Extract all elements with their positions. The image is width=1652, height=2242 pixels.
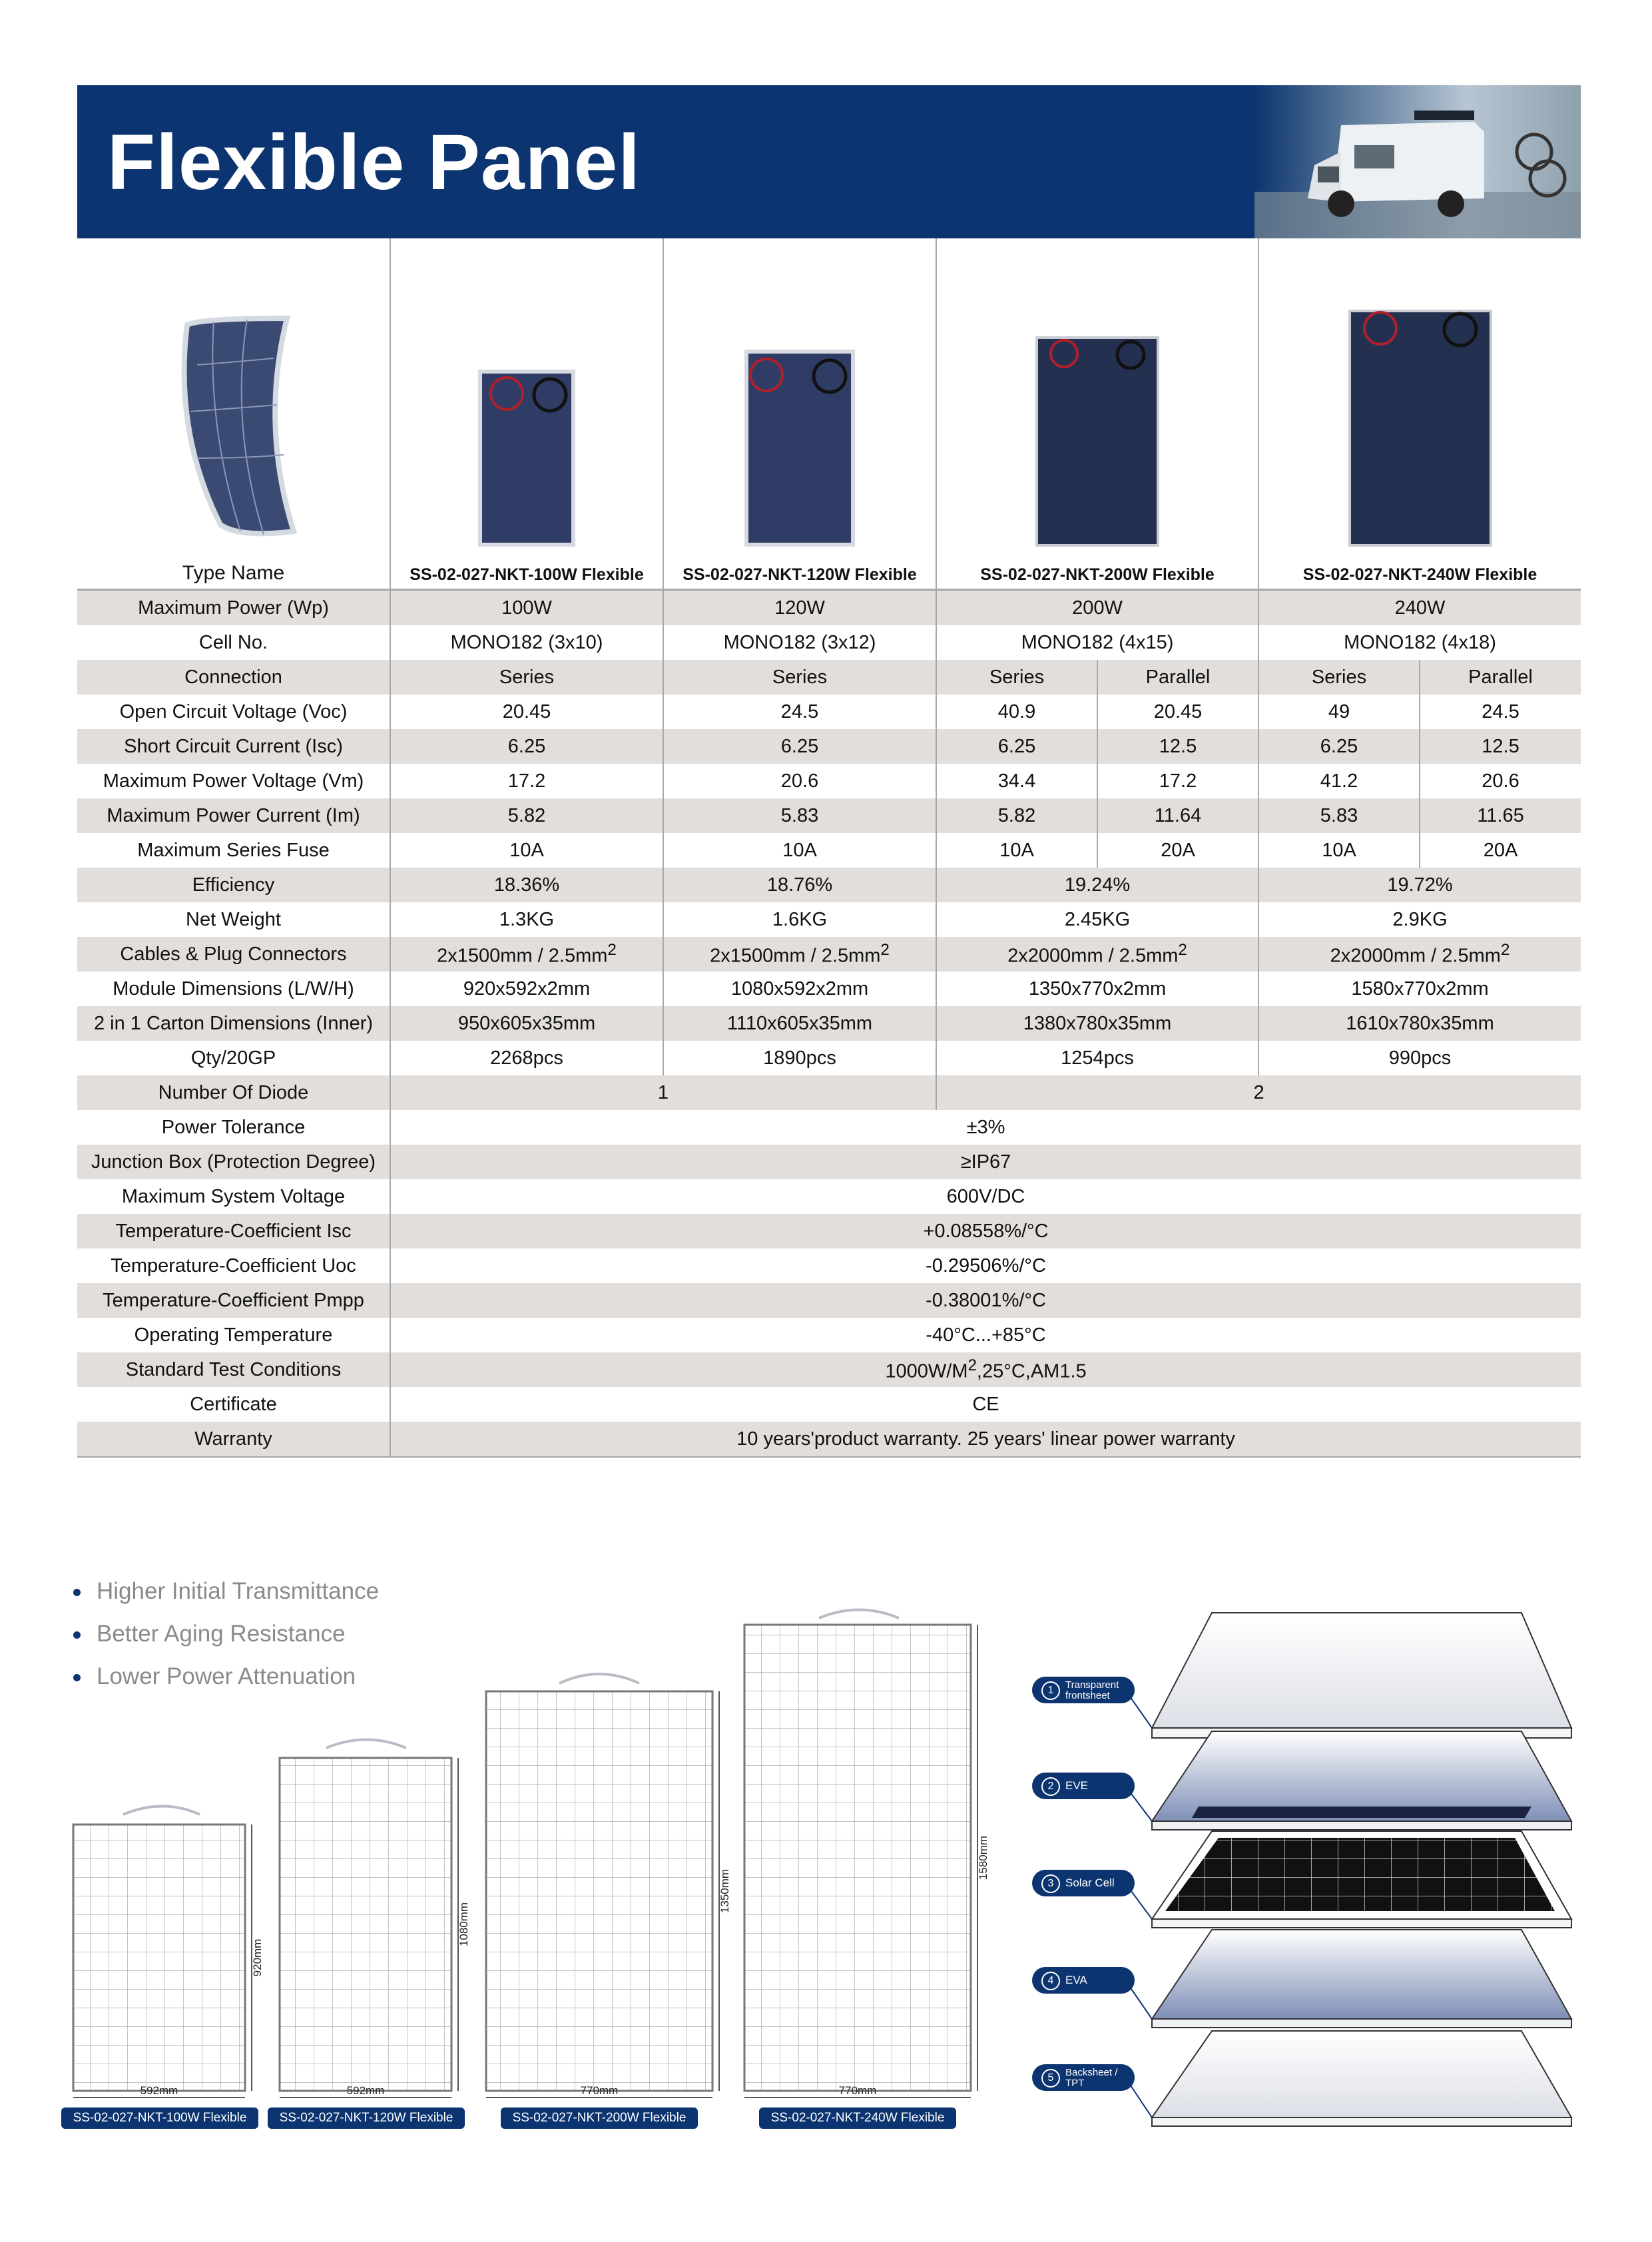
layer-label-text: EVA bbox=[1065, 1974, 1087, 1986]
spec-row-isc bbox=[77, 729, 1581, 764]
cell-value: 1 bbox=[390, 1075, 936, 1110]
row-label: Operating Temperature bbox=[77, 1318, 390, 1352]
stc-text-b: ,25°C,AM1.5 bbox=[976, 1360, 1087, 1382]
cell-value: 18.36% bbox=[390, 868, 663, 902]
superscript: 2 bbox=[967, 1356, 977, 1375]
cell-value: 10A bbox=[663, 833, 936, 868]
cell-value: MONO182 (3x10) bbox=[390, 625, 663, 660]
row-label: Connection bbox=[77, 660, 390, 695]
panel-drawings bbox=[53, 1598, 1012, 2144]
row-label: Maximum Power (Wp) bbox=[77, 590, 390, 626]
cell-value: 1890pcs bbox=[663, 1041, 936, 1075]
cell-value: 240W bbox=[1258, 590, 1581, 626]
cell-value: 5.82 bbox=[936, 798, 1097, 833]
cell-value: CE bbox=[972, 1393, 999, 1415]
cell-value: ≥IP67 bbox=[390, 1145, 1581, 1179]
cell-value: 1110x605x35mm bbox=[663, 1006, 936, 1041]
height-label: 1350mm bbox=[718, 1868, 731, 1914]
cell-value: 920x592x2mm bbox=[390, 972, 663, 1006]
cell-value: +0.08558%/°C bbox=[390, 1214, 1581, 1249]
cell-value: 990pcs bbox=[1388, 1047, 1452, 1069]
panel-100w-image bbox=[477, 368, 577, 548]
number-icon: 1 bbox=[1041, 1681, 1060, 1700]
cell-value: -0.29506%/°C bbox=[926, 1255, 1046, 1276]
spec-row-cell-no bbox=[77, 625, 1581, 660]
cell-value: 49 bbox=[1258, 695, 1420, 729]
width-label: 770mm bbox=[838, 2084, 877, 2097]
cell-value: 19.24% bbox=[936, 868, 1258, 902]
cell-value: 12.5 bbox=[1097, 729, 1258, 764]
spec-row-tolerance bbox=[77, 1110, 1581, 1145]
cell-value bbox=[390, 937, 663, 972]
spec-table bbox=[77, 238, 1581, 1458]
spec-row-carton-dim bbox=[77, 1006, 1581, 1041]
cell-value: 1350x770x2mm bbox=[936, 972, 1258, 1006]
spec-row-vm bbox=[77, 764, 1581, 798]
cell-value: 20.6 bbox=[1482, 770, 1519, 792]
height-label: 1580mm bbox=[977, 1835, 989, 1880]
superscript: 2 bbox=[1500, 941, 1510, 960]
spec-row-connection bbox=[77, 660, 1581, 695]
drawing-200w bbox=[486, 1674, 719, 2098]
layer-backsheet bbox=[1152, 2031, 1571, 2126]
type-name-label: Type Name bbox=[182, 562, 285, 584]
model-pill-100w: SS-02-027-NKT-100W Flexible bbox=[61, 2107, 258, 2129]
cell-value: 10A bbox=[936, 833, 1097, 868]
cell-value: 1380x780x35mm bbox=[936, 1006, 1258, 1041]
cell-value: 120W bbox=[663, 590, 936, 626]
layer-solar-cell bbox=[1152, 1831, 1571, 1928]
number-icon: 2 bbox=[1041, 1777, 1060, 1796]
model-pill-200w: SS-02-027-NKT-200W Flexible bbox=[501, 2107, 698, 2129]
layer-label-4 bbox=[1032, 1967, 1135, 1994]
number-icon: 3 bbox=[1041, 1874, 1060, 1893]
spec-row-system-voltage bbox=[77, 1179, 1581, 1214]
row-label: Certificate bbox=[77, 1387, 390, 1422]
spec-row-certificate bbox=[77, 1387, 1581, 1422]
cell-value: 11.65 bbox=[1420, 798, 1581, 833]
cell-value: 20.6 bbox=[663, 764, 936, 798]
cell-value: 5.83 bbox=[1258, 798, 1420, 833]
model-pill-120w: SS-02-027-NKT-120W Flexible bbox=[268, 2107, 465, 2129]
row-label: Cables & Plug Connectors bbox=[77, 937, 390, 972]
bullet-icon bbox=[73, 1589, 81, 1596]
cell-value: 5.83 bbox=[663, 798, 936, 833]
spec-row-fuse bbox=[77, 833, 1581, 868]
row-label: Qty/20GP bbox=[77, 1041, 390, 1075]
row-label: Warranty bbox=[77, 1422, 390, 1457]
cell-value: Series bbox=[1258, 660, 1420, 695]
row-label: Number Of Diode bbox=[77, 1075, 390, 1110]
model-name: SS-02-027-NKT-120W Flexible bbox=[683, 565, 917, 584]
spec-row-max-power bbox=[77, 590, 1581, 626]
cell-value: 6.25 bbox=[663, 729, 936, 764]
superscript: 2 bbox=[607, 941, 617, 960]
layer-label-text: Backsheet / TPT bbox=[1065, 2066, 1118, 2089]
row-label: Net Weight bbox=[77, 902, 390, 937]
row-label: Efficiency bbox=[77, 868, 390, 902]
cell-value: 600V/DC bbox=[946, 1185, 1025, 1207]
row-label: Maximum Power Voltage (Vm) bbox=[77, 764, 390, 798]
cell-value: 20.45 bbox=[390, 695, 663, 729]
model-cell-100w bbox=[390, 238, 663, 590]
cell-value: 6.25 bbox=[936, 729, 1097, 764]
row-label: Maximum Power Current (Im) bbox=[77, 798, 390, 833]
cell-value: 1.6KG bbox=[663, 902, 936, 937]
cell-value: 20.45 bbox=[1097, 695, 1258, 729]
drawing-120w bbox=[280, 1740, 458, 2098]
row-label: Standard Test Conditions bbox=[77, 1352, 390, 1387]
height-label: 920mm bbox=[251, 1938, 264, 1977]
layer-frontsheet bbox=[1152, 1613, 1571, 1738]
model-cell-240w bbox=[1258, 238, 1581, 590]
cell-value: 1080x592x2mm bbox=[663, 972, 936, 1006]
cell-value: 1.3KG bbox=[390, 902, 663, 937]
cell-value: Series bbox=[663, 660, 936, 695]
cell-value: 24.5 bbox=[663, 695, 936, 729]
spec-row-diode bbox=[77, 1075, 1581, 1110]
layer-label-3 bbox=[1032, 1870, 1135, 1896]
spec-row-tc-pmpp bbox=[77, 1283, 1581, 1318]
spec-row-efficiency bbox=[77, 868, 1581, 902]
cell-value: MONO182 (3x12) bbox=[663, 625, 936, 660]
row-label: 2 in 1 Carton Dimensions (Inner) bbox=[77, 1006, 390, 1041]
cell-value: 6.25 bbox=[390, 729, 663, 764]
cell-value: 5.82 bbox=[390, 798, 663, 833]
cell-value: 2 bbox=[936, 1075, 1581, 1110]
panel-120w-image bbox=[743, 348, 856, 548]
cell-value: 200W bbox=[936, 590, 1258, 626]
cable-text: 2x2000mm / 2.5mm bbox=[1330, 945, 1501, 967]
cell-value: 1254pcs bbox=[936, 1041, 1258, 1075]
cell-value: 20A bbox=[1097, 833, 1258, 868]
layer-eva bbox=[1152, 1930, 1571, 2028]
row-label: Junction Box (Protection Degree) bbox=[77, 1145, 390, 1179]
layer-label-text: Solar Cell bbox=[1065, 1876, 1115, 1889]
row-label: Temperature-Coefficient Uoc bbox=[77, 1249, 390, 1283]
cable-text: 2x2000mm / 2.5mm bbox=[1007, 945, 1179, 967]
feature-text: Higher Initial Transmittance bbox=[97, 1578, 380, 1604]
cell-value: Parallel bbox=[1097, 660, 1258, 695]
height-label: 1080mm bbox=[457, 1902, 470, 1947]
feature-text: Lower Power Attenuation bbox=[97, 1663, 356, 1689]
cell-value: 20A bbox=[1483, 839, 1518, 861]
cell-value: 1610x780x35mm bbox=[1258, 1006, 1581, 1041]
cell-value: 17.2 bbox=[1097, 764, 1258, 798]
spec-row-tc-uoc bbox=[77, 1249, 1581, 1283]
cell-value bbox=[663, 937, 936, 972]
spec-row-module-dim bbox=[77, 972, 1581, 1006]
model-cell-200w bbox=[936, 238, 1258, 590]
layer-label-5 bbox=[1032, 2064, 1135, 2091]
cell-value: 10A bbox=[390, 833, 663, 868]
cell-value: 2.9KG bbox=[1392, 908, 1448, 930]
model-name: SS-02-027-NKT-200W Flexible bbox=[980, 565, 1215, 584]
spec-row-im bbox=[77, 798, 1581, 833]
layer-label-text: EVE bbox=[1065, 1779, 1089, 1792]
cell-value: ±3% bbox=[966, 1116, 1005, 1138]
layer-structure bbox=[1019, 1598, 1585, 2144]
panel-200w-image bbox=[1034, 335, 1161, 548]
feature-text: Better Aging Resistance bbox=[97, 1621, 346, 1647]
spec-row-voc bbox=[77, 695, 1581, 729]
spec-row-junction bbox=[77, 1145, 1581, 1179]
cell-value: Parallel bbox=[1420, 660, 1581, 695]
curved-panel-image bbox=[160, 305, 307, 545]
cell-value: 100W bbox=[390, 590, 663, 626]
layer-label-1 bbox=[1032, 1677, 1135, 1703]
cell-value: 34.4 bbox=[936, 764, 1097, 798]
spec-row-stc bbox=[77, 1352, 1581, 1387]
cell-value: 11.64 bbox=[1097, 798, 1258, 833]
cell-value: 10 years'product warranty. 25 years' linear power warranty bbox=[390, 1422, 1581, 1457]
layer-label-2 bbox=[1032, 1773, 1135, 1799]
number-icon: 4 bbox=[1041, 1972, 1060, 1990]
spec-row-qty bbox=[77, 1041, 1581, 1075]
model-name: SS-02-027-NKT-240W Flexible bbox=[1302, 565, 1537, 584]
cell-value: 40.9 bbox=[936, 695, 1097, 729]
superscript: 2 bbox=[880, 941, 890, 960]
cell-value: 1580x770x2mm bbox=[1351, 978, 1489, 999]
model-cell-120w bbox=[663, 238, 936, 590]
page-title: Flexible Panel bbox=[107, 119, 641, 206]
cell-value: -40°C...+85°C bbox=[926, 1324, 1046, 1346]
cell-value: 41.2 bbox=[1258, 764, 1420, 798]
cell-value: Series bbox=[936, 660, 1097, 695]
drawing-canvas bbox=[53, 1598, 1012, 2144]
row-label: Power Tolerance bbox=[77, 1110, 390, 1145]
row-label: Temperature-Coefficient Isc bbox=[77, 1214, 390, 1249]
spec-row-cables bbox=[77, 937, 1581, 972]
superscript: 2 bbox=[1178, 941, 1187, 960]
row-label: Maximum System Voltage bbox=[77, 1179, 390, 1214]
cell-value: 950x605x35mm bbox=[390, 1006, 663, 1041]
cell-value bbox=[1258, 937, 1581, 972]
type-name-cell bbox=[77, 238, 390, 590]
header-banner bbox=[77, 85, 1581, 238]
cell-value: Series bbox=[390, 660, 663, 695]
cell-value: 19.72% bbox=[1258, 868, 1581, 902]
spec-row-weight bbox=[77, 902, 1581, 937]
cell-value bbox=[936, 937, 1258, 972]
cell-value bbox=[390, 1352, 1581, 1387]
cell-value: -0.38001%/°C bbox=[390, 1283, 1581, 1318]
cell-value: 24.5 bbox=[1482, 701, 1519, 722]
camper-van-photo bbox=[1254, 85, 1581, 238]
cell-value: MONO182 (4x15) bbox=[936, 625, 1258, 660]
spec-row-tc-isc bbox=[77, 1214, 1581, 1249]
image-row bbox=[77, 238, 1581, 590]
width-label: 592mm bbox=[140, 2084, 178, 2097]
cell-value: 17.2 bbox=[390, 764, 663, 798]
cell-value: 12.5 bbox=[1420, 729, 1581, 764]
cell-value: MONO182 (4x18) bbox=[1344, 631, 1496, 653]
layer-label-text: Transparent frontsheet bbox=[1065, 1679, 1119, 1701]
stc-text-a: 1000W/M bbox=[885, 1360, 968, 1382]
cable-text: 2x1500mm / 2.5mm bbox=[437, 945, 608, 967]
cell-value: 18.76% bbox=[663, 868, 936, 902]
drawing-240w bbox=[744, 1610, 977, 2098]
drawing-100w bbox=[73, 1807, 252, 2098]
number-icon: 5 bbox=[1041, 2069, 1060, 2088]
row-label: Short Circuit Current (Isc) bbox=[77, 729, 390, 764]
cell-value: 6.25 bbox=[1258, 729, 1420, 764]
model-pill-240w: SS-02-027-NKT-240W Flexible bbox=[759, 2107, 956, 2129]
row-label: Cell No. bbox=[77, 625, 390, 660]
panel-240w-image bbox=[1347, 308, 1494, 548]
layer-eve bbox=[1152, 1731, 1571, 1830]
width-label: 770mm bbox=[580, 2084, 619, 2097]
cell-value: 10A bbox=[1258, 833, 1420, 868]
cell-value: 2.45KG bbox=[936, 902, 1258, 937]
spec-row-warranty bbox=[77, 1422, 1581, 1457]
cable-text: 2x1500mm / 2.5mm bbox=[710, 945, 881, 967]
cell-value: 2268pcs bbox=[390, 1041, 663, 1075]
model-name: SS-02-027-NKT-100W Flexible bbox=[410, 565, 644, 584]
row-label: Module Dimensions (L/W/H) bbox=[77, 972, 390, 1006]
row-label: Maximum Series Fuse bbox=[77, 833, 390, 868]
width-label: 592mm bbox=[346, 2084, 385, 2097]
row-label: Temperature-Coefficient Pmpp bbox=[77, 1283, 390, 1318]
spec-row-op-temp bbox=[77, 1318, 1581, 1352]
row-label: Open Circuit Voltage (Voc) bbox=[77, 695, 390, 729]
